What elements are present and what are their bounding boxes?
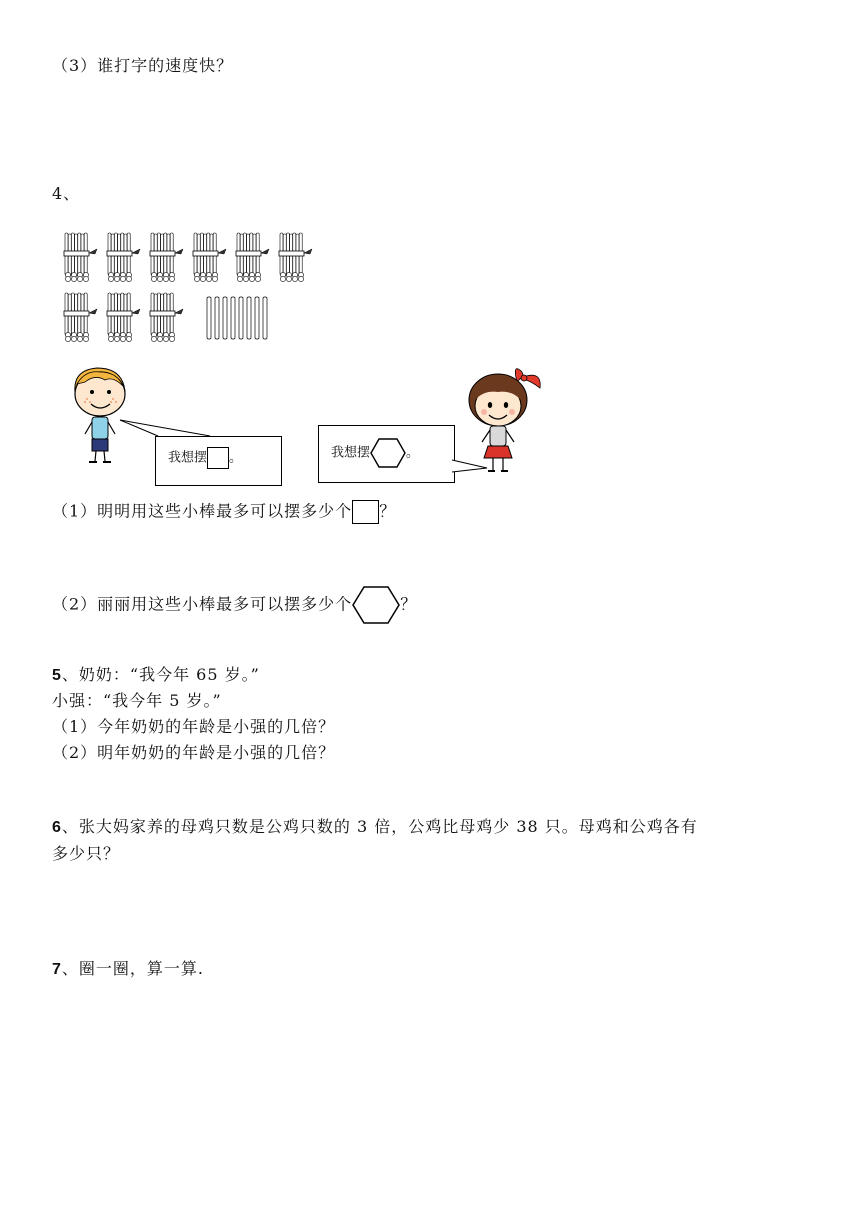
hexagon-icon bbox=[352, 586, 400, 624]
question-5-line-2: 小强：“我今年 5 岁。” bbox=[52, 691, 222, 710]
single-stick-icon bbox=[239, 297, 243, 339]
girl-speech-end: 。 bbox=[406, 445, 420, 461]
stick-bundle-icon bbox=[64, 293, 97, 342]
stick-bundle-icon bbox=[236, 233, 269, 282]
single-stick-icon bbox=[215, 297, 219, 339]
boy-speech-bubble bbox=[155, 436, 282, 486]
single-stick-icon bbox=[247, 297, 251, 339]
girl-illustration bbox=[462, 362, 547, 477]
stick-bundles-illustration bbox=[55, 225, 375, 345]
stick-bundle-icon bbox=[64, 233, 97, 282]
stick-bundle-icon bbox=[107, 233, 140, 282]
question-7-number: 7 bbox=[52, 961, 62, 978]
question-6-text: 、张大妈家养的母鸡只数是公鸡只数的 3 倍，公鸡比母鸡少 38 只。母鸡和公鸡各有 bbox=[61, 817, 698, 836]
girl-speech-bubble bbox=[318, 425, 455, 483]
square-icon bbox=[207, 447, 229, 469]
stick-bundle-icon bbox=[193, 233, 226, 282]
question-3-part-3: （3）谁打字的速度快？ bbox=[52, 56, 234, 75]
question-4-part-2 bbox=[52, 586, 417, 624]
boy-speech-text: 我想摆 bbox=[168, 450, 208, 466]
question-5-text: 、奶奶：“我今年 65 岁。” bbox=[61, 665, 260, 684]
boy-illustration bbox=[65, 362, 135, 467]
question-6-line-1 bbox=[52, 816, 698, 839]
question-4-part-2-text: （2）丽丽用这些小棒最多可以摆多少个 bbox=[52, 594, 353, 614]
square-icon bbox=[352, 500, 379, 524]
boy-speech-end: 。 bbox=[229, 450, 243, 466]
single-stick-icon bbox=[255, 297, 259, 339]
hexagon-icon bbox=[370, 438, 406, 468]
single-stick-icon bbox=[231, 297, 235, 339]
question-6-number: 6 bbox=[52, 819, 62, 836]
question-4-part-2-end: ？ bbox=[400, 594, 418, 614]
question-6-line-2: 多少只？ bbox=[52, 844, 121, 863]
question-7-text: 、圈一圈，算一算. bbox=[61, 959, 204, 978]
stick-bundle-icon bbox=[150, 233, 183, 282]
girl-speech-text: 我想摆 bbox=[331, 445, 371, 461]
single-stick-icon bbox=[223, 297, 227, 339]
single-stick-icon bbox=[207, 297, 211, 339]
question-4-part-1-text: （1）明明用这些小棒最多可以摆多少个 bbox=[52, 501, 353, 521]
question-5-part-2: （2）明年奶奶的年龄是小强的几倍？ bbox=[52, 743, 336, 762]
question-7 bbox=[52, 958, 204, 981]
stick-bundle-icon bbox=[279, 233, 312, 282]
single-stick-icon bbox=[263, 297, 267, 339]
question-4-part-1 bbox=[52, 500, 396, 524]
question-5-part-1: （1）今年奶奶的年龄是小强的几倍？ bbox=[52, 717, 336, 736]
question-4-heading: 4、 bbox=[52, 184, 81, 203]
stick-bundle-icon bbox=[150, 293, 183, 342]
boy-bubble-tail bbox=[120, 418, 240, 438]
stick-bundle-icon bbox=[107, 293, 140, 342]
question-5-number: 5 bbox=[52, 667, 62, 684]
question-5-line-1 bbox=[52, 664, 260, 687]
question-4-part-1-end: ？ bbox=[379, 501, 397, 521]
